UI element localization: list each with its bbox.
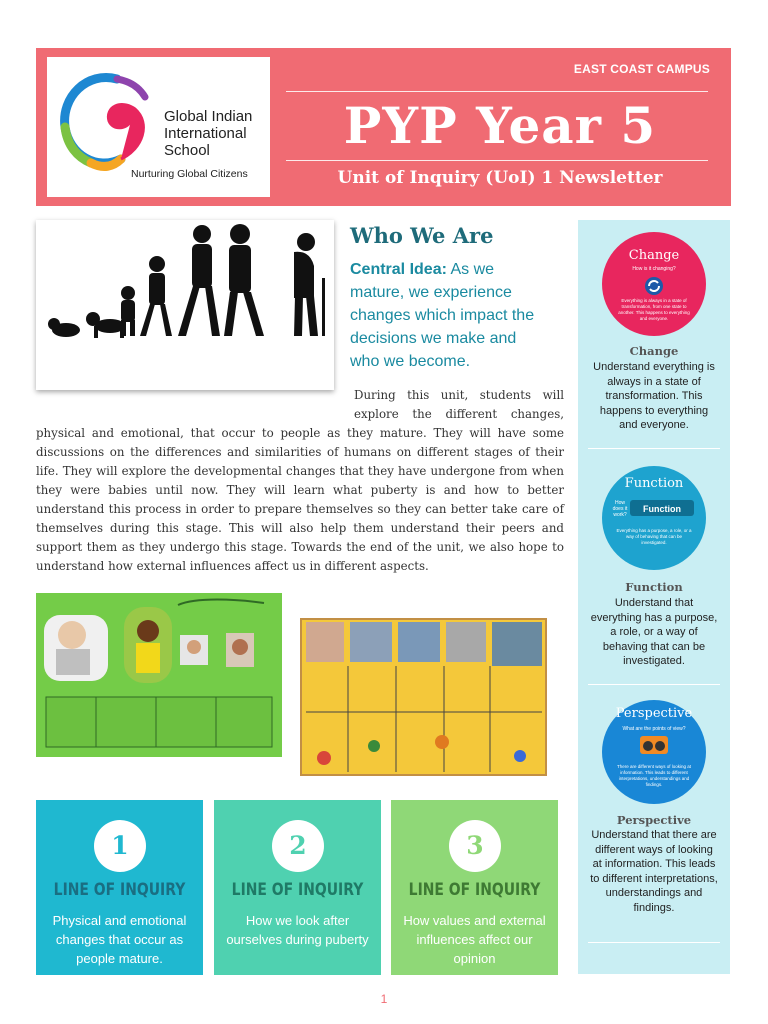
function-concept-badge xyxy=(602,466,706,570)
badge-description: There are different ways of looking at information. This leads to different interpretations, understandings and findings. xyxy=(617,764,691,787)
concept-desc-perspective: Understand that there are different ways of looking at information. This leads to different interpretations, understandings and findings. xyxy=(590,829,718,914)
change-concept-badge xyxy=(602,232,706,336)
human-growth-image xyxy=(36,220,334,390)
concept-name-perspective: Perspective xyxy=(616,813,692,827)
central-idea-text: As we mature, we experience changes which impact the decisions we make and who we become. xyxy=(350,261,535,370)
badge-question: How does it work? xyxy=(612,500,628,518)
section-heading: Who We Are xyxy=(350,223,494,248)
central-idea-label: Central Idea: xyxy=(350,261,447,278)
unit-description xyxy=(36,386,564,576)
concept-divider xyxy=(588,942,720,943)
loi-text: Physical and emotional changes that occur as people mature. xyxy=(52,913,187,966)
school-name xyxy=(164,108,274,159)
loi-number: 2 xyxy=(272,820,324,872)
loi-text: How we look after ourselves during puberty xyxy=(226,913,369,947)
loi-label: LINE OF INQUIRY xyxy=(408,880,541,900)
badge-description: Everything is always in a state of transformation, from one state to another. This happens to everything and everyone. xyxy=(618,298,690,321)
loi-text: How values and external influences affect our opinion xyxy=(403,913,546,966)
student-stages-photo xyxy=(300,618,547,776)
badge-question: How is it changing? xyxy=(632,266,676,272)
concept-desc-function: Understand that everything has a purpose, a role, or a way of behaving that can be investigated. xyxy=(590,597,718,667)
line-of-inquiry-3 xyxy=(391,800,558,975)
school-name-line1: Global Indian xyxy=(164,108,253,125)
binoculars-icon xyxy=(638,734,670,756)
key-icon xyxy=(630,498,694,518)
stages-poster-image xyxy=(36,593,282,757)
badge-question: What are the points of view? xyxy=(622,726,686,732)
school-name-line2: International xyxy=(164,125,247,142)
campus-label: EAST COAST CAMPUS xyxy=(573,62,710,76)
badge-title: Function xyxy=(624,476,684,491)
svg-text:Function: Function xyxy=(643,504,681,514)
page-number: 1 xyxy=(380,992,388,1006)
concept-divider xyxy=(588,684,720,685)
concept-name-change: Change xyxy=(629,344,679,358)
cycle-icon xyxy=(644,276,664,296)
badge-description: Everything has a purpose, a role, or a way of behaving that can be investigated. xyxy=(616,528,692,545)
badge-title: Perspective xyxy=(615,706,693,721)
concept-divider xyxy=(588,448,720,449)
school-tagline: Nurturing Global Citizens xyxy=(131,168,248,180)
student-poster-photo xyxy=(36,593,282,757)
header-divider-top xyxy=(286,91,708,92)
badge-title: Change xyxy=(628,248,680,263)
school-name-line3: School xyxy=(164,142,210,159)
line-of-inquiry-2 xyxy=(214,800,381,975)
growth-silhouettes-icon xyxy=(36,220,334,390)
loi-number: 1 xyxy=(94,820,146,872)
perspective-concept-badge xyxy=(602,700,706,804)
concept-desc-change: Understand everything is always in a state of transformation. This happens to everything and everyone. xyxy=(593,361,715,431)
loi-label: LINE OF INQUIRY xyxy=(231,880,364,900)
page-title: PYP Year 5 xyxy=(343,96,657,155)
loi-label: LINE OF INQUIRY xyxy=(53,880,186,900)
key-concepts-sidebar xyxy=(578,220,730,974)
central-idea xyxy=(350,258,550,373)
loi-number: 3 xyxy=(449,820,501,872)
line-of-inquiry-1 xyxy=(36,800,203,975)
concept-name-function: Function xyxy=(625,580,683,594)
unit-description-text: During this unit, students will explore the different changes, physical and emotional, that occur to people as they mature. They will have some discussions on the differences and similarities of humans on different stages of their life. They will explore the developmental changes that they have undergone from when they were babies until now. They will learn what puberty is and how to better understand this process in order to prepare themselves so they can better take care of themselves during this stage. This will also help them understand their peers and support them as they undergo this stage. Towards the end of the unit, we also hope to understand how external influences affect us in different aspects. xyxy=(36,388,564,573)
page-subtitle: Unit of Inquiry (UoI) 1 Newsletter xyxy=(337,168,663,188)
stages-chart-image xyxy=(300,618,547,776)
header-divider-bottom xyxy=(286,160,708,161)
